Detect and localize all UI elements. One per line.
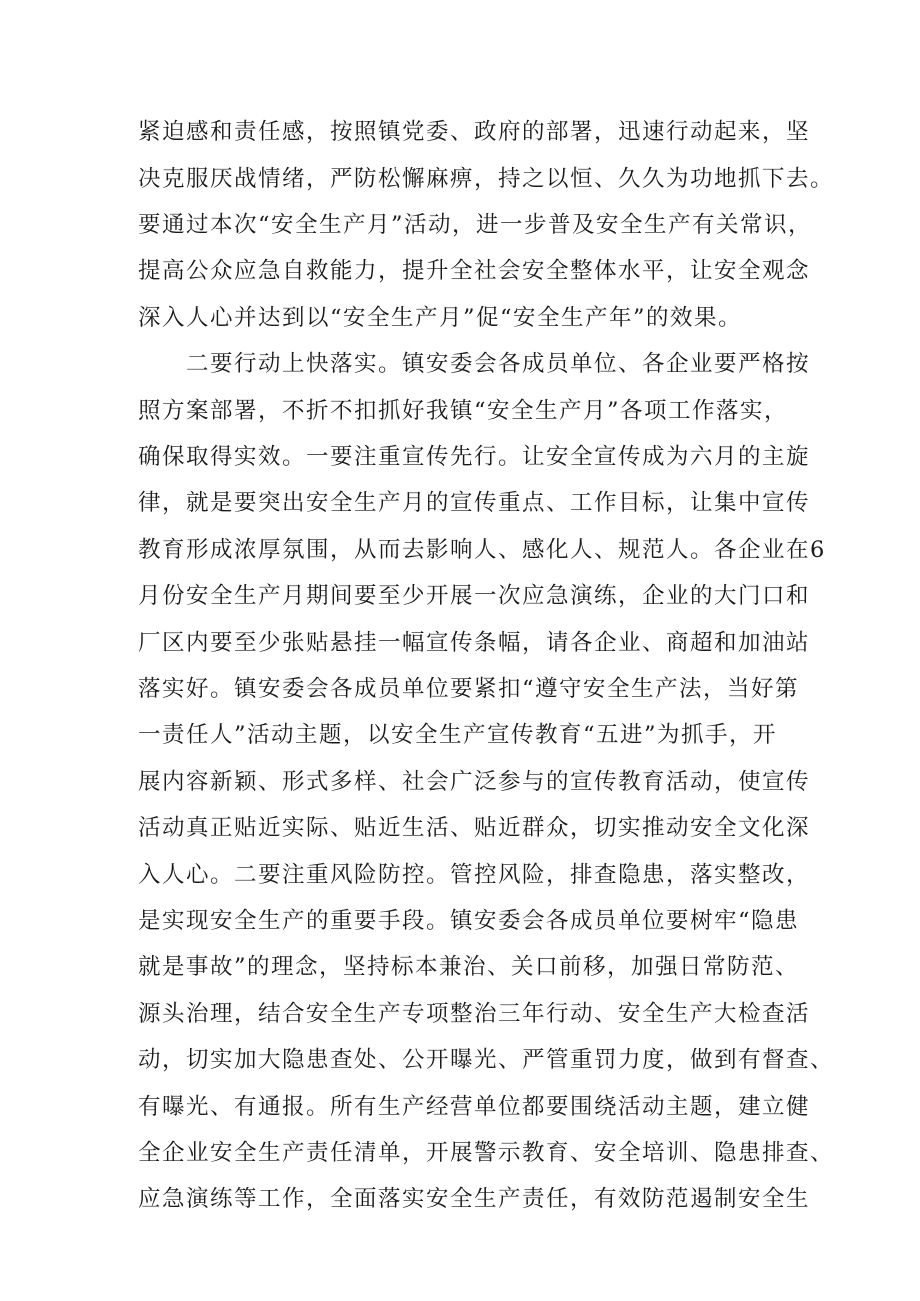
- text-line: 展内容新颖、形式多样、社会广泛参与的宣传教育活动，使宣传: [138, 769, 811, 795]
- text-line: 决克服厌战情绪，严防松懈麻痹，持之以恒、久久为功地抓下去。: [138, 166, 835, 192]
- text-line: 全企业安全生产责任清单，开展警示教育、安全培训、隐患排查、: [138, 1140, 835, 1166]
- text-line: 月份安全生产月期间要至少开展一次应急演练，企业的大门口和: [138, 583, 811, 609]
- text-line: 应急演练等工作，全面落实安全生产责任，有效防范遏制安全生: [138, 1186, 811, 1212]
- text-line: 活动真正贴近实际、贴近生活、贴近群众，切实推动安全文化深: [138, 815, 811, 841]
- text-line: 动，切实加大隐患查处、公开曝光、严管重罚力度，做到有督查、: [138, 1047, 835, 1073]
- text-line: 照方案部署，不折不扣抓好我镇“安全生产月”各项工作落实，: [138, 398, 789, 424]
- text-line: 确保取得实效。一要注重宣传先行。让安全宣传成为六月的主旋: [138, 444, 811, 470]
- text-line: 要通过本次“安全生产月”活动，进一步普及安全生产有关常识，: [138, 212, 813, 238]
- text-line: 有曝光、有通报。所有生产经营单位都要围绕活动主题，建立健: [138, 1094, 811, 1120]
- paragraph-first-line: 二要行动上快落实。镇安委会各成员单位、各企业要严格按: [186, 351, 811, 377]
- text-line: 源头治理，结合安全生产专项整治三年行动、安全生产大检查活: [138, 1001, 811, 1027]
- text-line: 教育形成浓厚氛围，从而去影响人、感化人、规范人。各企业在6: [138, 537, 826, 563]
- text-line: 紧迫感和责任感，按照镇党委、政府的部署，迅速行动起来，坚: [138, 119, 811, 145]
- text-line: 律，就是要突出安全生产月的宣传重点、工作目标，让集中宣传: [138, 490, 811, 516]
- text-line: 就是事故”的理念，坚持标本兼治、关口前移，加强日常防范、: [138, 954, 800, 980]
- text-line: 厂区内要至少张贴悬挂一幅宣传条幅，请各企业、商超和加油站: [138, 630, 811, 656]
- text-line: 深入人心并达到以“安全生产月”促“安全生产年”的效果。: [138, 305, 743, 331]
- text-line: 入人心。二要注重风险防控。管控风险，排查隐患，落实整改，: [138, 862, 811, 888]
- text-line: 落实好。镇安委会各成员单位要紧扣“遵守安全生产法，当好第: [138, 676, 800, 702]
- text-line: 提高公众应急自救能力，提升全社会安全整体水平，让安全观念: [138, 258, 811, 284]
- text-line: 一责任人”活动主题，以安全生产宣传教育“五进”为抓手，开: [138, 722, 778, 748]
- text-line: 是实现安全生产的重要手段。镇安委会各成员单位要树牢“隐患: [138, 908, 800, 934]
